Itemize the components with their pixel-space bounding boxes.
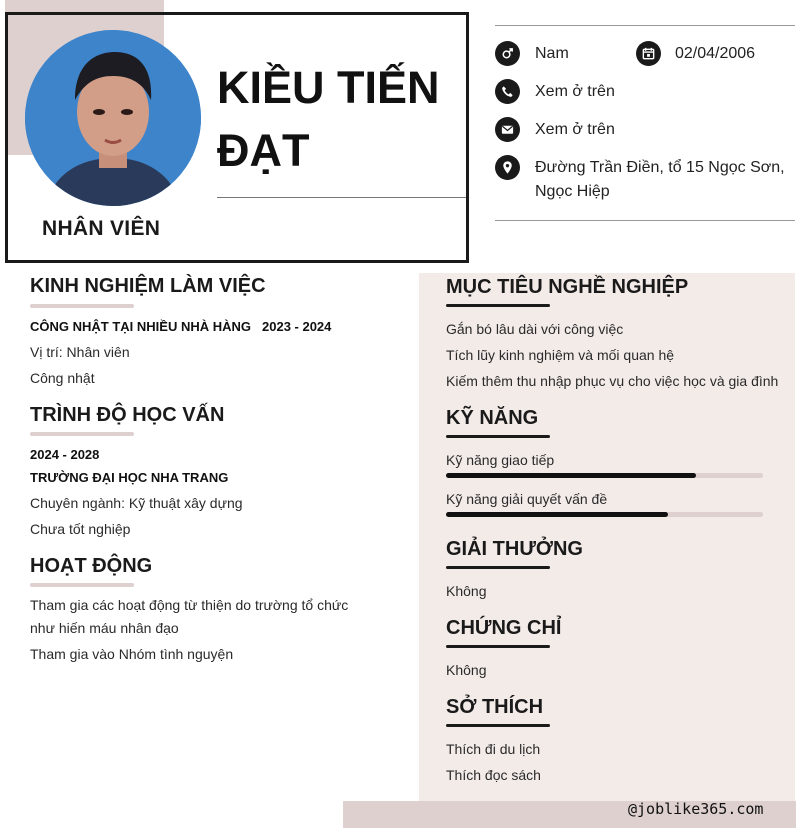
experience-description: Công nhật (30, 370, 95, 386)
skill-bar-fill-1 (446, 473, 696, 478)
full-name (217, 56, 457, 182)
skills-title: KỸ NĂNG (446, 407, 539, 429)
email-value: Xem ở trên (535, 121, 615, 138)
contact-divider-bottom (495, 220, 795, 221)
certificates-title: CHỨNG CHỈ (446, 617, 562, 639)
activity-item-2: Tham gia vào Nhóm tình nguyện (30, 646, 234, 662)
job-role: NHÂN VIÊN (42, 217, 161, 240)
hobby-item-2: Thích đọc sách (446, 767, 541, 783)
awards-value: Không (446, 583, 487, 599)
objective-item-3: Kiếm thêm thu nhập phục vụ cho việc học và gia đình (446, 373, 779, 389)
hobbies-underline (446, 724, 550, 727)
objective-item-2: Tích lũy kinh nghiệm và mối quan hệ (446, 347, 675, 363)
hobbies-title: SỞ THÍCH (446, 696, 544, 718)
skills-underline (446, 435, 550, 438)
contact-divider-top (495, 25, 795, 26)
portrait-photo (25, 30, 201, 206)
objective-underline (446, 304, 550, 307)
experience-underline (30, 304, 134, 308)
education-underline (30, 432, 134, 436)
experience-position: Vị trí: Nhân viên (30, 344, 130, 360)
education-school: TRƯỜNG ĐẠI HỌC NHA TRANG (30, 470, 229, 485)
address-line-1: Đường Trần Điền, tổ 15 Ngọc Sơn, (535, 159, 785, 176)
certificates-underline (446, 645, 550, 648)
skill-bar-2 (446, 512, 763, 517)
skill-label-2: Kỹ năng giải quyết vấn đề (446, 491, 608, 507)
location-icon (495, 155, 520, 180)
gender-icon (495, 41, 520, 66)
hobby-item-1: Thích đi du lịch (446, 741, 541, 757)
education-title: TRÌNH ĐỘ HỌC VẤN (30, 404, 225, 426)
phone-icon (495, 79, 520, 104)
skill-bar-fill-2 (446, 512, 668, 517)
experience-title: KINH NGHIỆM LÀM VIỆC (30, 275, 266, 297)
awards-underline (446, 566, 550, 569)
phone-value: Xem ở trên (535, 83, 615, 100)
education-period: 2024 - 2028 (30, 447, 100, 462)
education-major: Chuyên ngành: Kỹ thuật xây dựng (30, 495, 243, 511)
name-line-2: ĐẠT (217, 125, 310, 176)
certificates-value: Không (446, 662, 487, 678)
activities-title: HOẠT ĐỘNG (30, 555, 153, 577)
birthdate-value: 02/04/2006 (675, 45, 756, 62)
skill-bar-1 (446, 473, 763, 478)
email-icon (495, 117, 520, 142)
gender-value: Nam (535, 45, 569, 62)
avatar (25, 30, 201, 206)
watermark: @joblike365.com (628, 800, 764, 818)
awards-title: GIẢI THƯỞNG (446, 538, 583, 560)
education-status: Chưa tốt nghiệp (30, 521, 131, 537)
objective-item-1: Gắn bó lâu dài với công việc (446, 321, 624, 337)
name-divider (217, 197, 466, 198)
calendar-icon (636, 41, 661, 66)
experience-company: CÔNG NHẬT TẠI NHIỀU NHÀ HÀNG (30, 319, 251, 334)
activities-underline (30, 583, 134, 587)
name-line-1: KIỀU TIẾN (217, 62, 440, 113)
address-line-2: Ngọc Hiệp (535, 183, 610, 200)
objective-title: MỤC TIÊU NGHỀ NGHIỆP (446, 276, 689, 298)
activity-item-1: Tham gia các hoạt động từ thiện do trường tổ chức như hiến máu nhân đạo (30, 597, 349, 636)
experience-period: 2023 - 2024 (262, 319, 332, 334)
skill-label-1: Kỹ năng giao tiếp (446, 452, 555, 468)
